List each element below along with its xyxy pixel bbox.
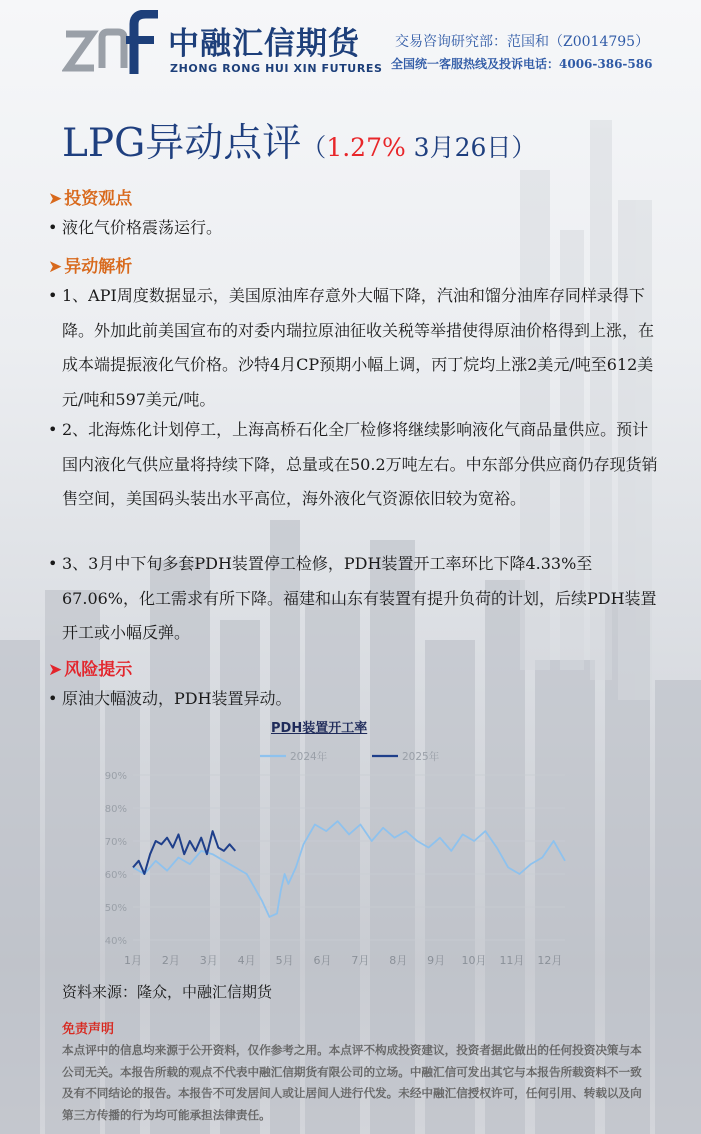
- company-name-en: ZHONG RONG HUI XIN FUTURES: [170, 62, 383, 75]
- arrow-icon: ➤: [48, 257, 63, 277]
- data-source: 资料来源：隆众，中融汇信期货: [62, 983, 273, 1001]
- y-tick-label: 50%: [104, 903, 127, 914]
- x-tick-label: 11月: [499, 954, 525, 967]
- x-tick-label: 8月: [389, 954, 408, 967]
- x-tick-label: 1月: [124, 954, 142, 967]
- section-heading-analysis: [48, 252, 132, 277]
- x-tick-label: 3月: [199, 954, 218, 967]
- company-name-cn: 中融汇信期货: [168, 26, 360, 62]
- section-heading-view: [48, 184, 132, 209]
- legend-label: 2024年: [290, 751, 328, 763]
- x-tick-label: 12月: [537, 954, 563, 967]
- bullet-icon: •: [48, 286, 58, 305]
- report-title: [62, 112, 536, 168]
- risk-item: [48, 682, 658, 717]
- x-tick-label: 6月: [313, 954, 332, 967]
- analysis-item-1-text: 1、API周度数据显示，美国原油库存意外大幅下降，汽油和馏分油库存同样录得下降。外加此前美国宣布的对委内瑞拉原油征收关税等举措使得原油价格得到上涨，在成本端提振液化气价格。沙特4月CP预期小幅上调，丙丁烷均上涨2美元/吨至612美元/吨和597美元/吨。: [62, 286, 655, 409]
- company-logo-mark: [62, 10, 162, 80]
- series-line-2025: [133, 831, 235, 874]
- title-paren-open: （: [301, 133, 327, 162]
- risk-item-text: 原油大幅波动，PDH装置异动。: [62, 689, 292, 708]
- title-paren-close: ）: [511, 133, 537, 162]
- title-main: LPG异动点评: [62, 121, 302, 166]
- legend-label: 2025年: [402, 751, 440, 763]
- disclaimer-title: 免责声明: [62, 1022, 115, 1037]
- bullet-icon: •: [48, 420, 58, 439]
- section-heading-view-label: 投资观点: [64, 189, 133, 209]
- y-tick-label: 90%: [104, 771, 127, 782]
- section-heading-analysis-label: 异动解析: [64, 257, 133, 277]
- view-item-text: 液化气价格震荡运行。: [62, 218, 223, 237]
- arrow-icon: ➤: [48, 189, 63, 209]
- analysis-item-2-text: 2、北海炼化计划停工，上海高桥石化全厂检修将继续影响液化气商品量供应。预计国内液化气供应量将持续下降，总量或在50.2万吨左右。中东部分供应商仍存现货销售空间，美国码头装出水平高位，海外液化气资源依旧较为宽裕。: [62, 420, 658, 508]
- analysis-item-3-text: 3、3月中下旬多套PDH装置停工检修，PDH装置开工率环比下降4.33%至67.06%，化工需求有所下降。福建和山东有装置有提升负荷的计划，后续PDH装置开工或小幅反弹。: [62, 554, 657, 642]
- bullet-icon: •: [48, 218, 58, 237]
- chart-title: PDH装置开工率: [271, 721, 368, 736]
- y-tick-label: 80%: [104, 804, 127, 815]
- series-line-2024: [133, 821, 565, 917]
- disclaimer-text: 本点评中的信息均来源于公开资料，仅作参考之用。本点评不构成投资建议，投资者据此做出的任何投资决策与本公司无关。本报告所载的观点不代表中融汇信期货有限公司的立场。中融汇信可发出其它与本报告所载资料不一致及有不同结论的报告。本报告不可发居间人或让居间人进行代发。未经中融汇信授权许可，任何引用、转载以及向第三方传播的行为均可能承担法律责任。: [62, 1043, 642, 1122]
- bullet-icon: •: [48, 689, 58, 708]
- bullet-icon: •: [48, 554, 58, 573]
- analysis-item-1: [48, 279, 658, 417]
- section-heading-risk-label: 风险提示: [64, 660, 133, 680]
- x-tick-label: 10月: [461, 954, 487, 967]
- x-tick-label: 9月: [427, 954, 446, 967]
- title-date: 3月26日: [405, 133, 512, 162]
- arrow-icon: ➤: [48, 660, 63, 680]
- x-tick-label: 7月: [351, 954, 370, 967]
- section-heading-risk: [48, 655, 132, 680]
- y-tick-label: 70%: [104, 837, 127, 848]
- analysis-item-3: [48, 547, 658, 651]
- view-item: [48, 211, 658, 246]
- x-tick-label: 2月: [161, 954, 180, 967]
- hotline-info: 全国统一客服热线及投诉电话：4006-386-586: [391, 57, 653, 71]
- pdh-utilization-chart: [95, 740, 585, 970]
- y-tick-label: 60%: [104, 870, 127, 881]
- analyst-info: 交易咨询研究部：范国和（Z0014795）: [395, 34, 650, 50]
- x-tick-label: 4月: [237, 954, 256, 967]
- analysis-item-2: [48, 413, 658, 517]
- y-tick-label: 40%: [104, 936, 127, 947]
- x-tick-label: 5月: [275, 954, 294, 967]
- title-change-pct: 1.27%: [326, 133, 406, 162]
